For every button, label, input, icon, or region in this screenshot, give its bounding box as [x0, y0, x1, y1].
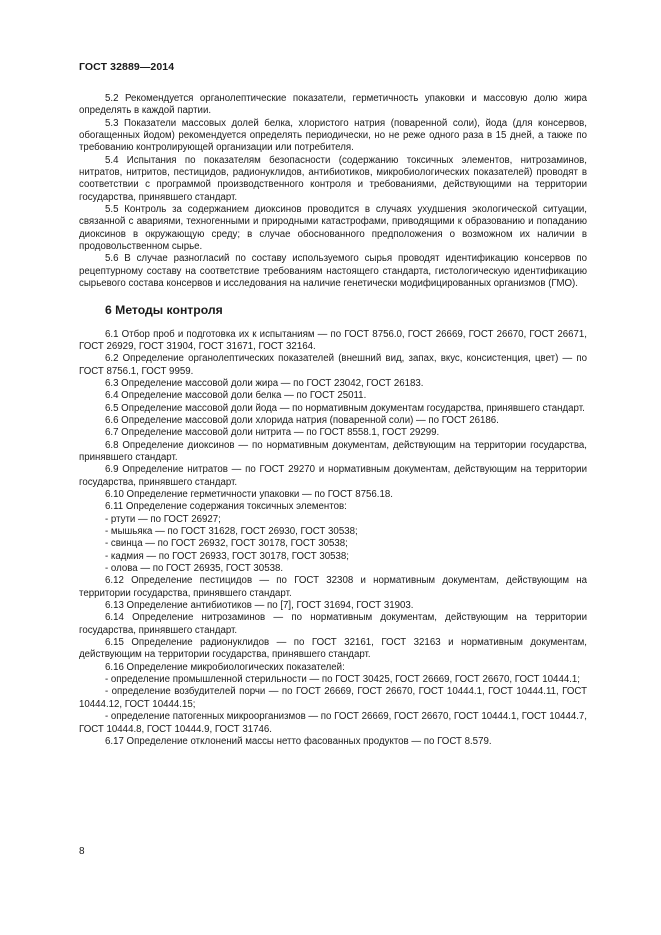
- list-item-tin: - олова — по ГОСТ 26935, ГОСТ 30538.: [105, 563, 284, 575]
- paragraph-5-2: 5.2 Рекомендуется органолептические показатели, герметичность упаковки и массовую долю жира определять в каждой партии.: [79, 93, 587, 117]
- list-item-mercury: - ртути — по ГОСТ 26927;: [105, 513, 221, 525]
- paragraph-6-3: 6.3 Определение массовой доли жира — по ГОСТ 23042, ГОСТ 26183.: [105, 377, 424, 389]
- paragraph-6-11: 6.11 Определение содержания токсичных элементов:: [105, 501, 347, 513]
- section-6-title: 6 Методы контроля: [105, 302, 223, 317]
- list-item-sterility: - определение промышленной стерильности — по ГОСТ 30425, ГОСТ 26669, ГОСТ 26670, ГОСТ 10444.1;: [105, 674, 580, 686]
- paragraph-6-14: 6.14 Определение нитрозаминов — по нормативным документам, действующим на территории государства, принявшего стандарт.: [79, 612, 587, 636]
- paragraph-5-3: 5.3 Показатели массовых долей белка, хлористого натрия (поваренной соли), йода (для консервов, обогащенных йодом) рекомендуется определять периодически, но не реже одного раза в 15 дней, а также по требованию контролирующей организации или потребителя.: [79, 117, 587, 154]
- paragraph-5-6: 5.6 В случае разногласий по составу используемого сырья проводят идентификацию консервов по рецептурному составу на соответствие требованиям настоящего стандарта, гистологическую идентификацию сырьевого состава консервов и исследования на наличие генетически модифицированных организмов (ГМО).: [79, 253, 587, 290]
- paragraph-6-7: 6.7 Определение массовой доли нитрита — по ГОСТ 8558.1, ГОСТ 29299.: [105, 427, 440, 439]
- paragraph-6-4: 6.4 Определение массовой доли белка — по ГОСТ 25011.: [105, 390, 367, 402]
- paragraph-5-5: 5.5 Контроль за содержанием диоксинов проводится в случаях ухудшения экологической ситуации, связанной с авариями, техногенными и природными катастрофами, приводящими к образованию и попаданию диоксинов в окружающую среду; в случае обоснованного предположения о возможном их наличии в продовольственном сырье.: [79, 204, 587, 253]
- page-number: 8: [79, 846, 85, 857]
- paragraph-6-5: 6.5 Определение массовой доли йода — по нормативным документам государства, принявшего стандарт.: [105, 402, 585, 414]
- paragraph-6-16: 6.16 Определение микробиологических показателей:: [105, 661, 345, 673]
- paragraph-6-8: 6.8 Определение диоксинов — по нормативным документам, действующим на территории государства, принявшего стандарт.: [79, 439, 587, 463]
- document-header: ГОСТ 32889—2014: [79, 61, 175, 73]
- list-item-arsenic: - мышьяка — по ГОСТ 31628, ГОСТ 26930, ГОСТ 30538;: [105, 526, 358, 537]
- list-item-cadmium: - кадмия — по ГОСТ 26933, ГОСТ 30178, ГОСТ 30538;: [105, 550, 349, 562]
- paragraph-6-1: 6.1 Отбор проб и подготовка их к испытаниям — по ГОСТ 8756.0, ГОСТ 26669, ГОСТ 26670, ГОСТ 26671, ГОСТ 26929, ГОСТ 31904, ГОСТ 31671, ГОСТ 32164.: [79, 328, 587, 352]
- document-body: [79, 93, 587, 748]
- paragraph-6-12: 6.12 Определение пестицидов — по ГОСТ 32308 и нормативным документам, действующим на территории государства, принявшего стандарт.: [79, 575, 587, 599]
- list-item-lead: - свинца — по ГОСТ 26932, ГОСТ 30178, ГОСТ 30538;: [105, 538, 348, 550]
- paragraph-6-13: 6.13 Определение антибиотиков — по [7], ГОСТ 31694, ГОСТ 31903.: [105, 600, 414, 612]
- paragraph-6-15: 6.15 Определение радионуклидов — по ГОСТ 32161, ГОСТ 32163 и нормативным документам, действующим на территории государства, принявшего стандарт.: [79, 637, 587, 661]
- paragraph-5-4: 5.4 Испытания по показателям безопасности (содержанию токсичных элементов, нитрозаминов, нитратов, нитритов, пестицидов, радионуклидов, антибиотиков, микробиологических показателей) проводят в соответствии с программой производственного контроля и требованиями, действующими на территории государства, принявшего стандарт.: [79, 154, 587, 203]
- list-item-spoilage: - определение возбудителей порчи — по ГОСТ 26669, ГОСТ 26670, ГОСТ 10444.1, ГОСТ 10444.11, ГОСТ 10444.12, ГОСТ 10444.15;: [79, 686, 587, 710]
- paragraph-6-2: 6.2 Определение органолептических показателей (внешний вид, запах, вкус, консистенция, цвет) — по ГОСТ 8756.1, ГОСТ 9959.: [79, 353, 587, 377]
- paragraph-6-10: 6.10 Определение герметичности упаковки — по ГОСТ 8756.18.: [105, 488, 393, 500]
- paragraph-6-17: 6.17 Определение отклонений массы нетто фасованных продуктов — по ГОСТ 8.579.: [105, 735, 492, 747]
- paragraph-6-6: 6.6 Определение массовой доли хлорида натрия (поваренной соли) — по ГОСТ 26186.: [105, 414, 499, 426]
- list-item-pathogens: - определение патогенных микроорганизмов — по ГОСТ 26669, ГОСТ 26670, ГОСТ 10444.1, ГОСТ 10444.7, ГОСТ 10444.8, ГОСТ 10444.9, ГОСТ 31746.: [79, 711, 587, 735]
- paragraph-6-9: 6.9 Определение нитратов — по ГОСТ 29270 и нормативным документам, действующим на территории государства, принявшего стандарт.: [79, 464, 587, 488]
